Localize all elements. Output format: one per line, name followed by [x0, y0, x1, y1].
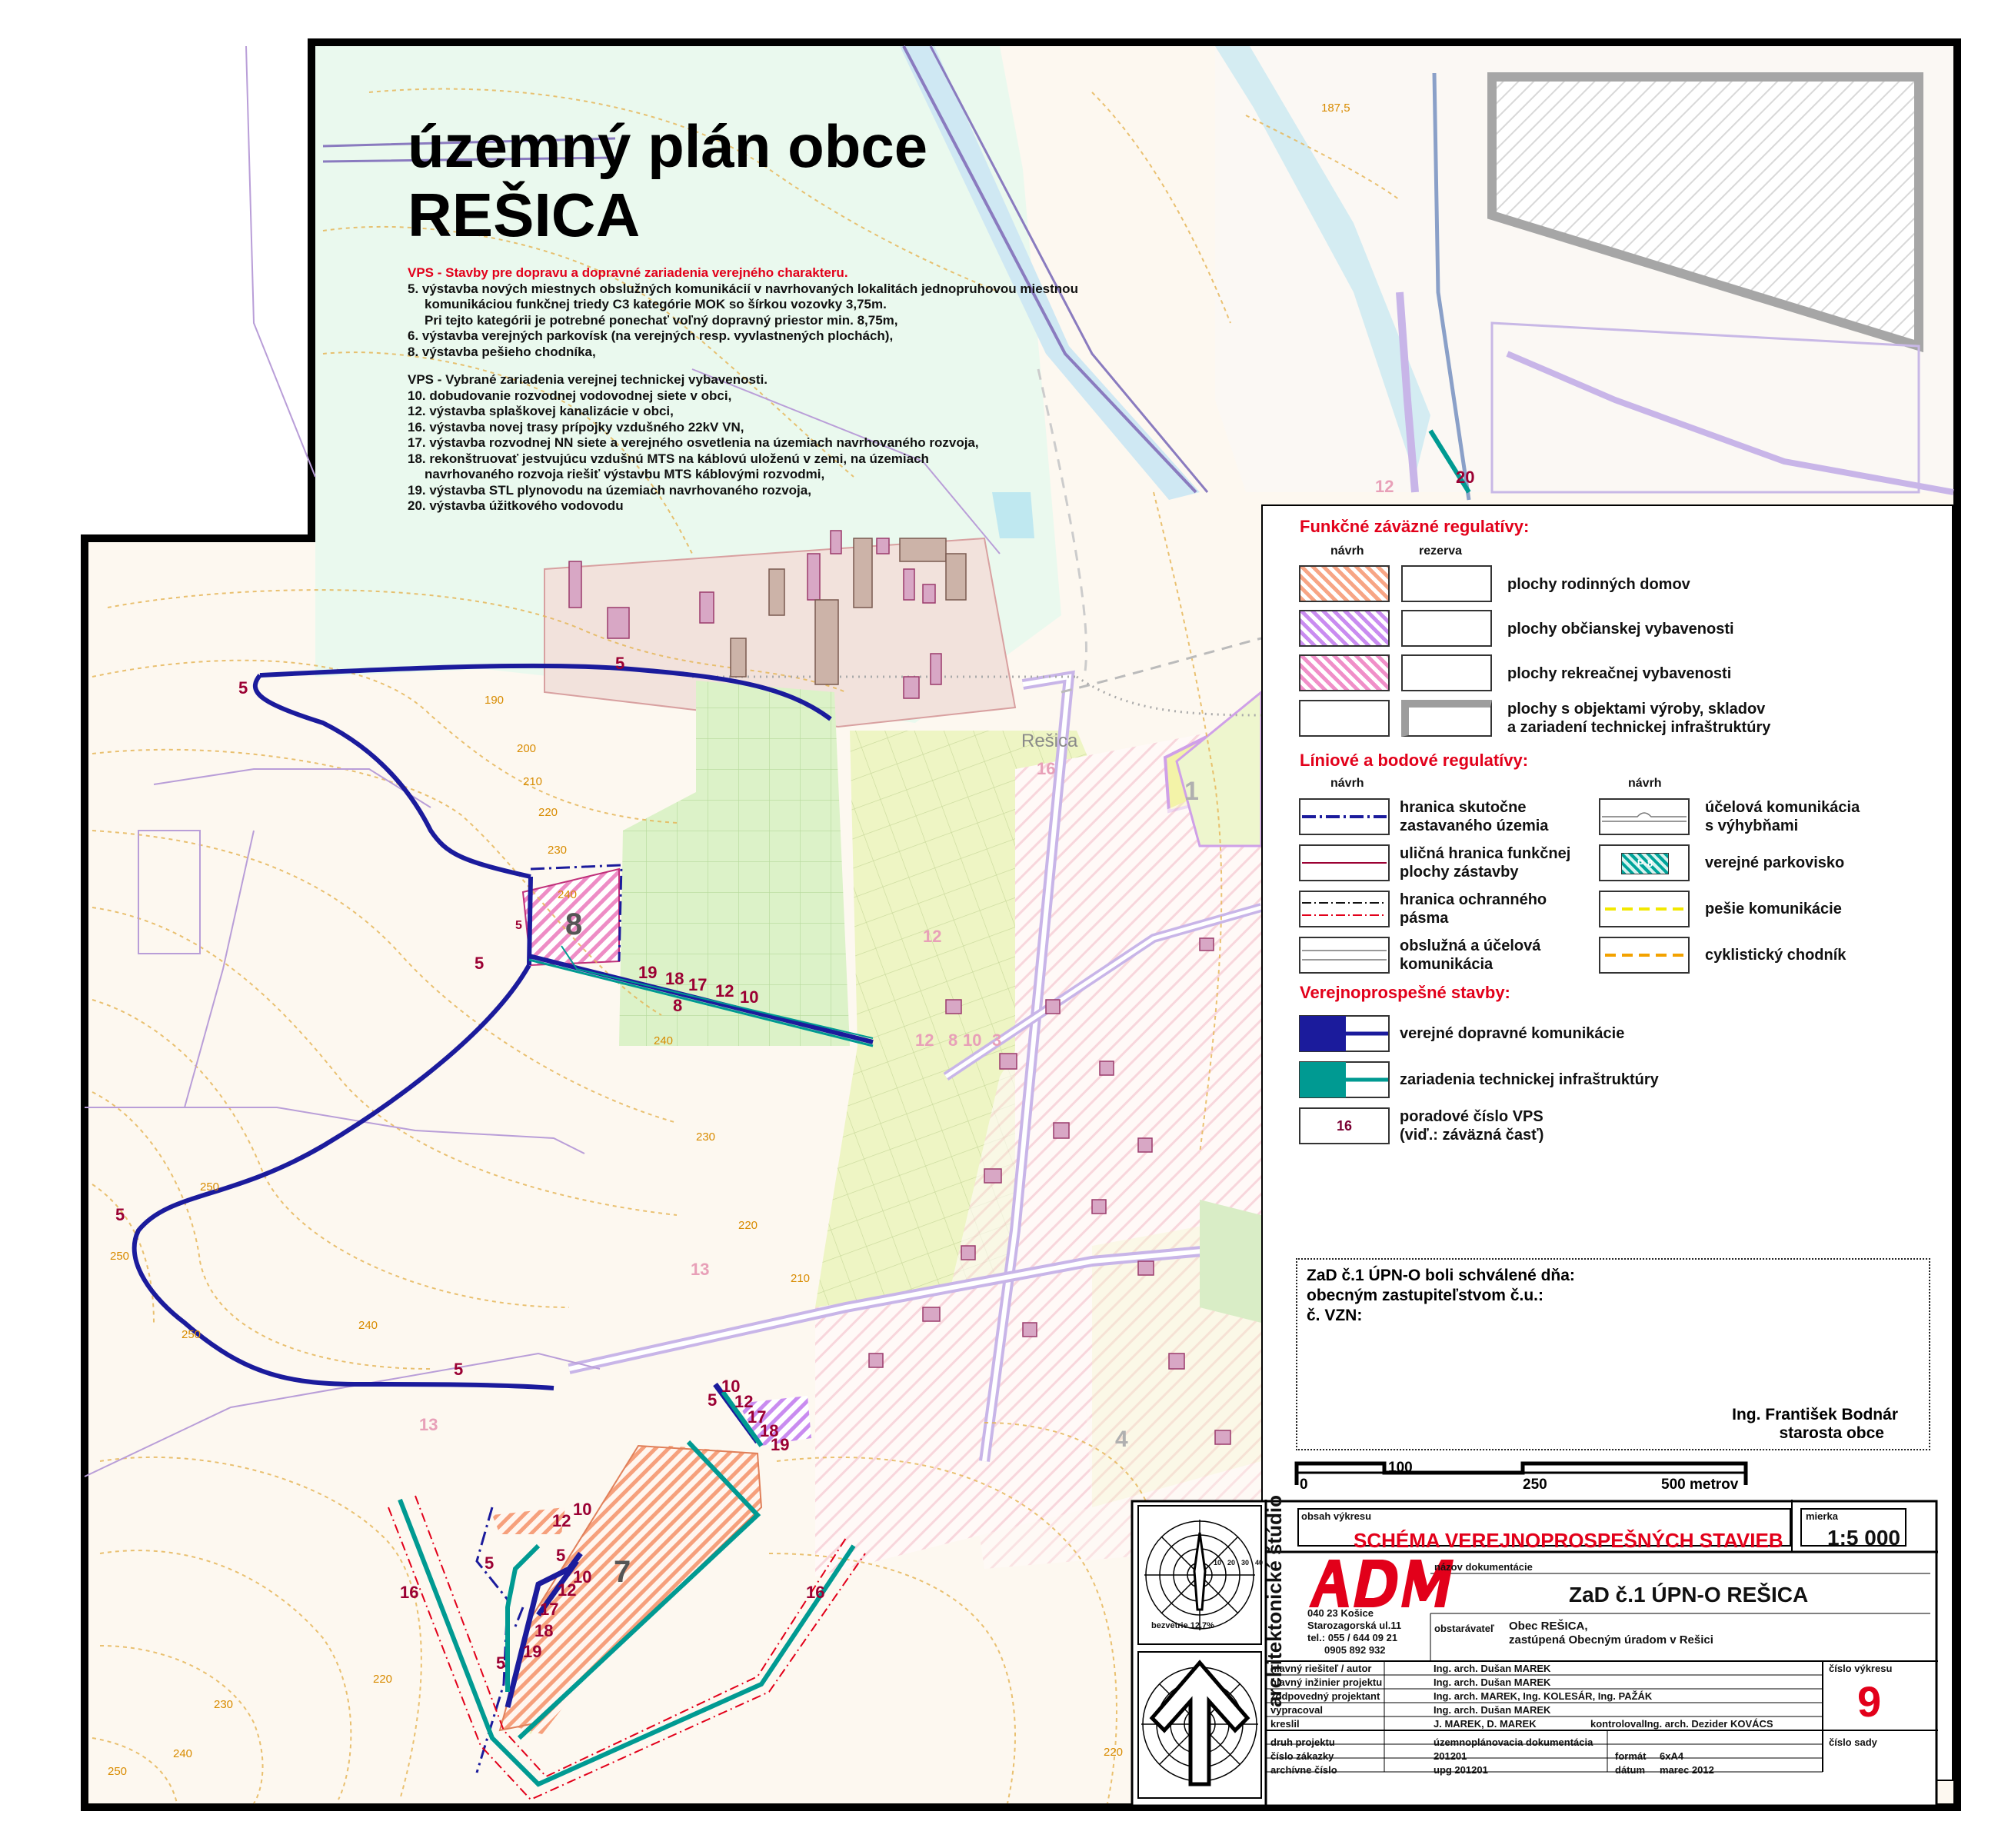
legend-dopravne: verejné dopravné komunikácie	[1400, 1025, 1625, 1042]
signer-name: Ing. František Bodnár	[1732, 1406, 1898, 1423]
legend-functional-header: Funkčné záväzné regulatívy:	[1300, 517, 1530, 536]
legend-col-rezerva: rezerva	[1419, 544, 1463, 558]
scale-label-100: 100	[1388, 1460, 1413, 1476]
legend-ulicna-1: uličná hranica funkčnej	[1400, 845, 1571, 862]
vps-number-label: 5	[485, 1553, 495, 1573]
village-label: Rešica	[1021, 731, 1078, 751]
vps-number-label: 5	[496, 1653, 506, 1673]
row-value-vypracoval: Ing. arch. Dušan MAREK	[1434, 1704, 1551, 1716]
contour-label: 230	[548, 844, 568, 857]
signature-block	[1732, 1406, 1898, 1443]
row-value-zakazka: 201201	[1434, 1750, 1467, 1762]
vps-item-10: 10. dobudovanie rozvodnej vodovodnej siete v obci,	[408, 388, 732, 403]
obstaravatel-label: obstarávateľ	[1434, 1623, 1494, 1634]
legend-pesie: pešie komunikácie	[1705, 901, 1842, 917]
legend-vps-header: Verejnoprospešné stavby:	[1300, 983, 1510, 1002]
contour-label: 240	[654, 1034, 674, 1047]
vps-number-label: 5	[454, 1360, 464, 1379]
contour-label: 240	[358, 1319, 378, 1332]
row-label-format: formát	[1615, 1750, 1647, 1762]
vps-item-18b: navrhovaného rozvoja riešiť výstavbu MTS káblovými rozvodmi,	[425, 467, 825, 481]
row-label-autor: hlavný riešiteľ / autor	[1270, 1663, 1372, 1674]
row-value-projektant: Ing. arch. MAREK, Ing. KOLESÁR, Ing. PAŽÁK	[1434, 1690, 1653, 1702]
vps-item-6: 6. výstavba verejných parkovísk (na verejných resp. vyvlastnených plochách),	[408, 328, 894, 343]
swatch-poradove: 16	[1299, 1107, 1390, 1144]
legend-poradove-1: poradové číslo VPS	[1400, 1108, 1543, 1125]
row-label-inzinier: hlavný inžinier projektu	[1270, 1677, 1383, 1688]
vps-item-5b: komunikáciou funkčnej triedy C3 kategórie MOK so šírkou vozovky 3,75m.	[425, 297, 887, 311]
legend-rekreacne: plochy rekreačnej vybavenosti	[1507, 665, 1732, 682]
contour-label: 240	[173, 1747, 193, 1760]
address-line-3: tel.: 055 / 644 09 21	[1307, 1632, 1398, 1643]
swatch-rodinne-rezerva	[1401, 565, 1492, 602]
vps-item-16: 16. výstavba novej trasy prípojky vzdušného 22kV VN,	[408, 419, 744, 435]
title-line-1: územný plán obce	[408, 112, 928, 180]
obstaravatel-line-1: Obec REŠICA,	[1509, 1620, 1588, 1633]
vps-number-label: 10	[721, 1377, 741, 1396]
vps-number-label: 10	[573, 1567, 592, 1587]
swatch-vyroba-rezerva	[1401, 700, 1492, 737]
vps-item-18a: 18. rekonštruovať jestvujúcu vzdušnú MTS na káblovú uloženú v zemi, na územiach	[408, 451, 929, 466]
vps-item-8: 8. výstavba pešieho chodníka,	[408, 344, 596, 359]
area-number-label: 12	[915, 1031, 934, 1050]
approval-text	[1307, 1266, 1575, 1326]
mierka-value: 1:5 000	[1827, 1526, 1900, 1550]
legend-ochranne-1: hranica ochranného	[1400, 891, 1547, 908]
area-number-label: 8	[948, 1031, 958, 1050]
row-value-datum: marec 2012	[1660, 1764, 1714, 1776]
swatch-technicke	[1299, 1061, 1390, 1098]
nazov-value: ZaD č.1 ÚPN-O REŠICA	[1569, 1583, 1809, 1607]
sada-label: číslo sady	[1829, 1736, 1877, 1748]
vps-number-label: 12	[552, 1511, 571, 1530]
vps-number-label: 12	[558, 1580, 577, 1600]
legend-ucelova-2: s výhybňami	[1705, 817, 1799, 834]
vykres-value: 9	[1857, 1677, 1882, 1726]
row-label-kontroloval: kontroloval	[1590, 1718, 1645, 1730]
contour-label: 230	[696, 1130, 716, 1144]
contour-label: 190	[485, 694, 504, 707]
legend-obsluzna-1: obslužná a účelová	[1400, 937, 1541, 954]
wind-rose-note: bezvetrie 12,7%	[1151, 1621, 1214, 1630]
row-value-druh: územnoplánovacia dokumentácia	[1434, 1736, 1593, 1748]
area-number-label: 16	[1037, 759, 1056, 778]
vps-number-label: 19	[638, 963, 658, 982]
contour-label: 250	[181, 1328, 201, 1341]
swatch-dopravne	[1299, 1015, 1390, 1052]
legend-cyklisticky: cyklistický chodník	[1705, 947, 1846, 964]
obsah-label: obsah výkresu	[1301, 1510, 1372, 1522]
swatch-vyroba	[1299, 700, 1390, 737]
legend-vyroba-1: plochy s objektami výroby, skladov	[1507, 701, 1766, 718]
row-value-kontroloval: Ing. arch. Dezider KOVÁCS	[1644, 1718, 1773, 1730]
nazov-label: názov dokumentácie	[1434, 1561, 1533, 1573]
vps-number-label: 17	[540, 1600, 559, 1619]
vps-item-19: 19. výstavba STL plynovodu na územiach navrhovaného rozvoja,	[408, 482, 811, 498]
legend-vyroba-2: a zariadení technickej infraštruktúry	[1507, 719, 1771, 736]
contour-label: 250	[200, 1180, 220, 1194]
area-number-label: 13	[419, 1415, 438, 1434]
contour-label: 220	[538, 806, 558, 819]
vps-number-label: 5	[115, 1205, 125, 1224]
vps-number-label: 17	[748, 1407, 767, 1427]
area-number-label: 4	[1115, 1427, 1128, 1452]
approval-line-1: ZaD č.1 ÚPN-O boli schválené dňa:	[1307, 1267, 1575, 1284]
vps-number-label: 17	[688, 975, 708, 994]
obsah-value: SCHÉMA VEREJNOPROSPEŠNÝCH STAVIEB	[1354, 1529, 1783, 1552]
vps-number-label: 16	[400, 1583, 419, 1602]
legend-hranica-1: hranica skutočne	[1400, 799, 1527, 816]
legend-technicke: zariadenia technickej infraštruktúry	[1400, 1071, 1659, 1088]
vps-number-label: 20	[1456, 468, 1475, 487]
vps-number-label: 19	[523, 1642, 542, 1661]
area-number-label: 7	[614, 1555, 631, 1589]
vps-number-label: 10	[573, 1500, 592, 1519]
swatch-hranica	[1299, 798, 1390, 835]
signer-role: starosta obce	[1779, 1424, 1884, 1442]
vps-number-label: 18	[534, 1621, 554, 1640]
contour-label: 200	[517, 742, 537, 755]
vps-number-label: 5	[515, 919, 522, 932]
parking-tag: P-8	[1621, 853, 1669, 874]
row-label-projektant: zodpovedný projektant	[1270, 1690, 1380, 1702]
vps-number-label: 18	[760, 1421, 779, 1440]
wind-rose-r20: 20	[1227, 1559, 1236, 1567]
vps-number-label: 8	[673, 996, 683, 1015]
row-value-inzinier: Ing. arch. Dušan MAREK	[1434, 1677, 1551, 1688]
title-line-2: REŠICA	[408, 181, 641, 249]
area-number-label: 12	[923, 927, 942, 946]
legend-ochranne-2: pásma	[1400, 910, 1449, 927]
vps-number-label: 12	[715, 981, 734, 1001]
legend-obsluzna-2: komunikácia	[1400, 956, 1494, 973]
legend-linear-header: Líniové a bodové regulatívy:	[1300, 751, 1529, 770]
obstaravatel-line-2: zastúpená Obecným úradom v Rešici	[1509, 1633, 1713, 1647]
area-number-label: 13	[691, 1260, 710, 1279]
contour-label: 210	[523, 775, 543, 788]
mierka-label: mierka	[1806, 1510, 1838, 1522]
legend-ulicna-2: plochy zástavby	[1400, 864, 1519, 881]
scale-label-250: 250	[1523, 1477, 1547, 1493]
swatch-cyklisticky	[1599, 937, 1690, 974]
vps-number-label: 19	[771, 1435, 790, 1454]
row-label-kreslil: kreslil	[1270, 1718, 1300, 1730]
contour-label: 187,5	[1321, 102, 1350, 115]
legend-parkovisko: verejné parkovisko	[1705, 854, 1845, 871]
row-label-druh: druh projektu	[1270, 1736, 1335, 1748]
swatch-rekreacne-rezerva	[1401, 654, 1492, 691]
contour-label: 250	[110, 1250, 130, 1263]
legend-hranica-2: zastavaného územia	[1400, 817, 1549, 834]
wind-rose-r40: 40	[1255, 1559, 1264, 1567]
vps-item-5a: 5. výstavba nových miestnych obslužných komunikácií v navrhovaných lokalitách jednopruhovou miestnou	[408, 281, 1078, 296]
vps-number-label: 12	[734, 1392, 754, 1411]
legend-col-navrh-2a: návrh	[1330, 777, 1364, 790]
contour-label: 240	[558, 888, 578, 901]
vps-number-label: 10	[740, 987, 759, 1007]
address-line-4: 0905 892 932	[1324, 1644, 1386, 1656]
row-label-zakazka: číslo zákazky	[1270, 1750, 1334, 1762]
swatch-obsluzna	[1299, 937, 1390, 974]
swatch-obcianske	[1299, 610, 1390, 647]
vps-item-20: 20. výstavba úžitkového vodovodu	[408, 498, 624, 513]
vps-number-label: 5	[615, 654, 625, 673]
swatch-pesie	[1599, 891, 1690, 927]
legend-col-navrh-2b: návrh	[1628, 777, 1662, 790]
area-number-label: 3	[992, 1031, 1002, 1050]
area-number-label: 12	[1375, 477, 1394, 496]
swatch-rekreacne	[1299, 654, 1390, 691]
studio-name: architektonické štúdio	[1263, 1495, 1286, 1707]
map-title	[408, 112, 927, 250]
vykres-label: číslo výkresu	[1829, 1663, 1893, 1674]
vps-transport-header: VPS - Stavby pre dopravu a dopravné zariadenia verejného charakteru.	[408, 265, 848, 280]
area-number-label: 8	[565, 907, 583, 941]
legend-poradove-2: (viď.: záväzná časť)	[1400, 1127, 1544, 1144]
wind-rose-r30: 30	[1241, 1559, 1250, 1567]
swatch-obcianske-rezerva	[1401, 610, 1492, 647]
vps-number-label: 5	[238, 678, 248, 698]
vps-item-12: 12. výstavba splaškovej kanalizácie v obci,	[408, 404, 674, 418]
vps-tech-header: VPS - Vybrané zariadenia verejnej technickej vybavenosti.	[408, 372, 768, 387]
contour-label: 250	[108, 1765, 128, 1778]
approval-box	[1296, 1258, 1930, 1450]
legend-obcianske: plochy občianskej vybavenosti	[1507, 621, 1734, 638]
row-value-format: 6xA4	[1660, 1750, 1684, 1762]
approval-line-2: obecným zastupiteľstvom č.u.:	[1307, 1287, 1543, 1304]
area-number-label: 1	[1184, 777, 1199, 806]
row-label-vypracoval: vypracoval	[1270, 1704, 1323, 1716]
row-value-archiv: upg 201201	[1434, 1764, 1488, 1776]
swatch-ulicna	[1299, 844, 1390, 881]
area-number-label: 10	[963, 1031, 982, 1050]
contour-label: 230	[214, 1698, 234, 1711]
legend-rodinne: plochy rodinných domov	[1507, 576, 1690, 593]
contour-label: 220	[738, 1219, 758, 1232]
swatch-rodinne	[1299, 565, 1390, 602]
contour-label: 210	[791, 1272, 811, 1285]
address-line-2: Starozagorská ul.11	[1307, 1620, 1402, 1631]
scale-label-0: 0	[1300, 1477, 1308, 1493]
row-value-kreslil: J. MAREK, D. MAREK	[1434, 1718, 1537, 1730]
swatch-ucelova	[1599, 798, 1690, 835]
logo-text	[1211, 1561, 1215, 1563]
contour-label: 220	[373, 1673, 393, 1686]
row-label-archiv: archívne číslo	[1270, 1764, 1337, 1776]
vps-item-5c: Pri tejto kategórii je potrebné ponechať voľný dopravný priestor min. 8,75m,	[425, 312, 898, 328]
vps-number-label: 16	[806, 1583, 825, 1602]
legend-ucelova-1: účelová komunikácia	[1705, 799, 1860, 816]
vps-number-label: 5	[475, 954, 485, 973]
vps-item-17: 17. výstavba rozvodnej NN siete a verejného osvetlenia na územiach navrhovaného rozvoja,	[408, 435, 979, 450]
swatch-parkovisko	[1599, 844, 1690, 881]
scale-label-500: 500 metrov	[1661, 1477, 1739, 1493]
row-label-datum: dátum	[1615, 1764, 1645, 1776]
vps-number-label: 5	[708, 1390, 718, 1410]
vps-number-label: 18	[665, 969, 684, 988]
legend-col-navrh: návrh	[1330, 544, 1364, 558]
vps-description	[408, 265, 1100, 514]
wind-rose-r10: 10	[1214, 1559, 1222, 1567]
address-line-1: 040 23 Košice	[1307, 1607, 1374, 1619]
row-value-autor: Ing. arch. Dušan MAREK	[1434, 1663, 1551, 1674]
approval-line-3: č. VZN:	[1307, 1307, 1363, 1324]
vps-number-label: 5	[556, 1546, 566, 1565]
swatch-ochranne	[1299, 891, 1390, 927]
contour-label: 220	[1104, 1746, 1124, 1759]
